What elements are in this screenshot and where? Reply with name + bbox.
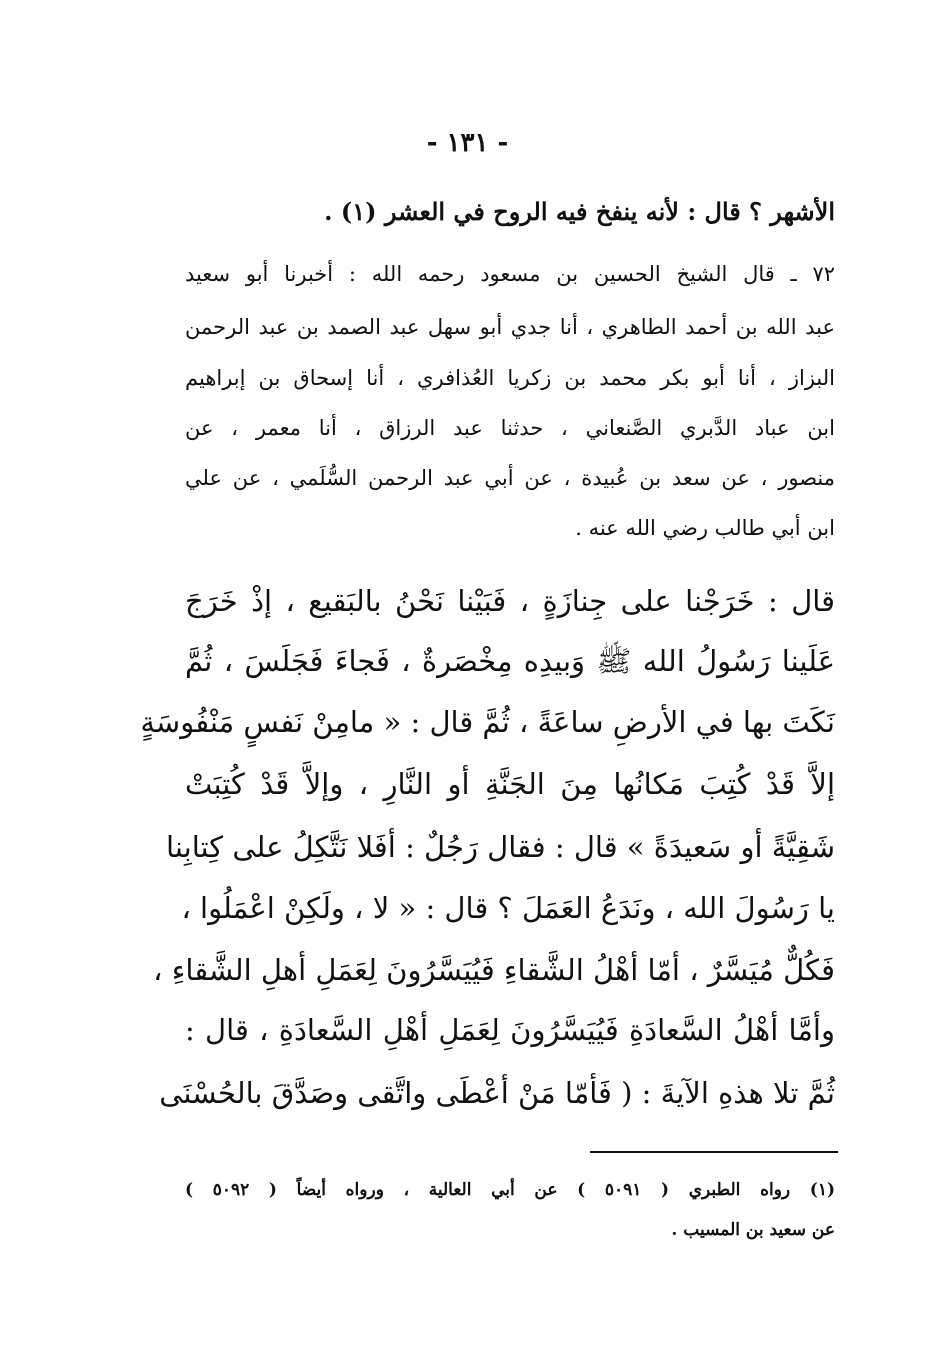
hadith-line: قال : خَرَجْنا على جِنازَةٍ ، فَبَيْنا نَحْنُ بالبَقيع ، إذْ خَرَجَ	[185, 584, 835, 618]
hadith-line: ثُمَّ تلا هذهِ الآيةَ : ( فَأمّا مَنْ أعْطَى واتَّقى وصَدَّقَ بالحُسْنَى	[159, 1076, 835, 1110]
narration-line: ٧٢ ـ قال الشيخ الحسين بن مسعود رحمه الله : أخبرنا أبو سعيد	[185, 262, 835, 286]
hadith-line: عَلَينا رَسُولُ الله ﷺ وَبيدِه مِخْصَرةٌ ، فَجاءَ فَجَلَسَ ، ثُمَّ	[185, 644, 835, 678]
hadith-line: إلاَّ قَدْ كُتِبَ مَكانُها مِنَ الجَنَّةِ أو النَّارِ ، وإلاَّ قَدْ كُتِبَتْ	[185, 767, 835, 801]
hadith-line: نَكَتَ بها في الأرضِ ساعَةً ، ثُمَّ قال : « مامِنْ نَفسٍ مَنْفُوسَةٍ	[140, 705, 835, 739]
narration-line: عبد الله بن أحمد الطاهري ، أنا جدي أبو سهل عبد الصمد بن عبد الرحمن	[185, 315, 835, 339]
narration-line: منصور ، عن سعد بن عُبيدة ، عن أبي عبد الرحمن السُّلَمي ، عن علي	[185, 466, 835, 490]
continuation-line: الأشهر ؟ قال : لأنه ينفخ فيه الروح في العشر (١) .	[324, 197, 835, 226]
footnote-line: (١) رواه الطبري ( ٥٠٩١ ) عن أبي العالية ، ورواه أيضاً ( ٥٠٩٢ )	[185, 1180, 836, 1200]
narration-line: البزاز ، أنا أبو بكر محمد بن زكريا العُذافري ، أنا إسحاق بن إبراهيم	[185, 366, 835, 390]
page-number: - ١٣١ -	[426, 128, 509, 158]
footnote-separator	[590, 1151, 838, 1153]
hadith-line: فَكُلٌّ مُيَسَّرٌ ، أمّا أهْلُ الشَّقاءِ فَيُيَسَّرُونَ لِعَمَلِ أهلِ الشَّقاءِ ،	[153, 953, 835, 987]
hadith-line: شَقِيَّةً أو سَعيدَةً » قال : فقال رَجُلٌ : أفَلا نَتَّكِلُ على كِتابِنا	[166, 830, 835, 864]
hadith-line: وأمَّا أهْلُ السَّعادَةِ فَيُيَسَّرُونَ لِعَمَلِ أهْلِ السَّعادَةِ ، قال :	[185, 1013, 835, 1047]
hadith-line: يا رَسُولَ الله ، ونَدَعُ العَمَلَ ؟ قال : « لا ، ولَكِنْ اعْمَلُوا ،	[181, 891, 835, 925]
narration-line: ابن أبي طالب رضي الله عنه .	[575, 516, 835, 540]
footnote-line: عن سعيد بن المسيب .	[671, 1220, 835, 1240]
narration-line: ابن عباد الدَّبري الصَّنعاني ، حدثنا عبد الرزاق ، أنا معمر ، عن	[185, 416, 835, 440]
